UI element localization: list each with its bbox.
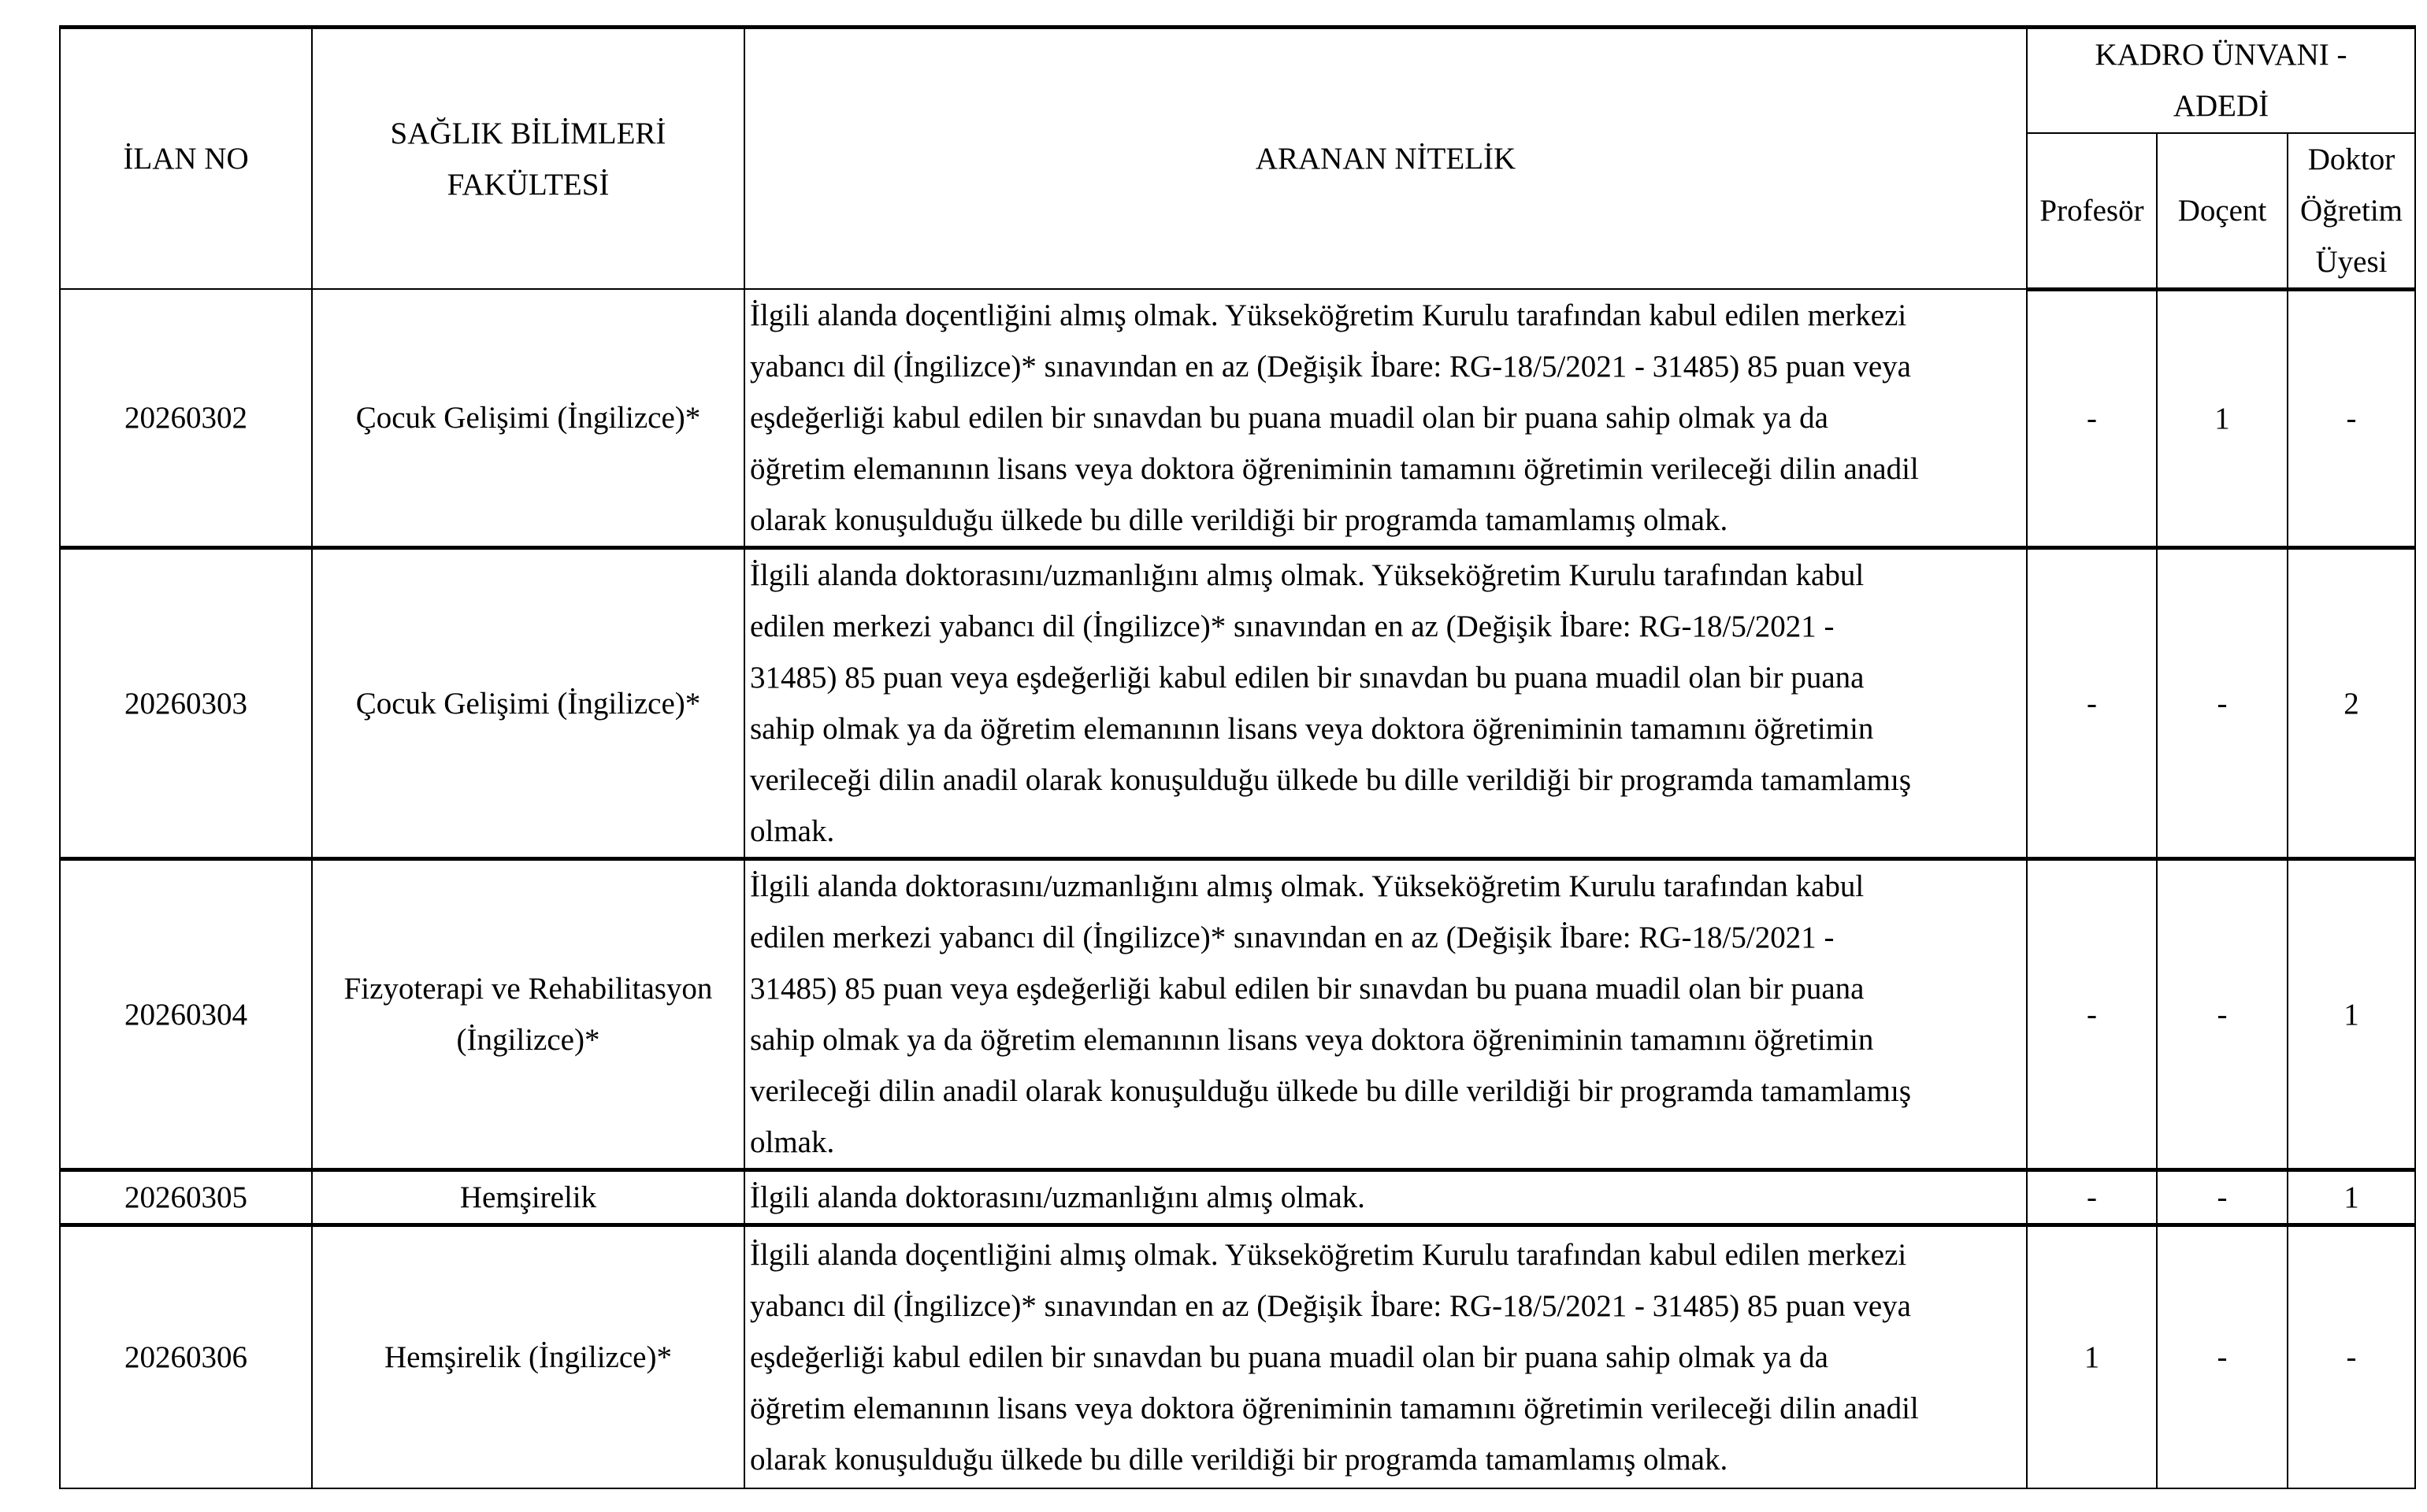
- docent-count: -: [2157, 548, 2288, 859]
- docent-count: -: [2157, 859, 2288, 1170]
- header-doktor-ogretim-uyesi: Doktor Öğretim Üyesi: [2288, 133, 2415, 290]
- description-line: eşdeğerliği kabul edilen bir sınavdan bu puana muadil olan bir puana sahip olmak ya da: [750, 1340, 1828, 1374]
- ilan-no-cell: 20260305: [60, 1170, 312, 1225]
- ilan-no-cell: 20260304: [60, 859, 312, 1170]
- header-ilan-no: İLAN NO: [60, 28, 312, 290]
- profesor-count: -: [2027, 859, 2157, 1170]
- program-line: Hemşirelik (İngilizce)*: [384, 1340, 672, 1374]
- aranan-nitelik-cell: [744, 1170, 2027, 1225]
- table-row: [60, 1225, 2415, 1488]
- description-line: sahip olmak ya da öğretim elemanının lisans veya doktora öğreniminin tamamını öğretimin: [750, 712, 1874, 746]
- header-faculty: SAĞLIK BİLİMLERİ FAKÜLTESİ: [312, 28, 744, 290]
- description-line: İlgili alanda doktorasını/uzmanlığını almış olmak.: [750, 1180, 1365, 1214]
- header-profesor: Profesör: [2027, 133, 2157, 290]
- program-cell: [312, 289, 744, 548]
- profesor-count: -: [2027, 289, 2157, 548]
- description-line: 31485) 85 puan veya eşdeğerliği kabul edilen bir sınavdan bu puana muadil olan bir puana: [750, 661, 1865, 695]
- description-line: öğretim elemanının lisans veya doktora öğreniminin tamamını öğretimin verileceği dilin anadil: [750, 1391, 1919, 1425]
- aranan-nitelik-cell: [744, 548, 2027, 859]
- description-line: sahip olmak ya da öğretim elemanının lisans veya doktora öğreniminin tamamını öğretimin: [750, 1023, 1874, 1057]
- program-line: Hemşirelik: [459, 1180, 597, 1214]
- header-aranan-nitelik: ARANAN NİTELİK: [744, 28, 2027, 290]
- description-line: edilen merkezi yabancı dil (İngilizce)* sınavından en az (Değişik İbare: RG-18/5/2021 -: [750, 610, 1835, 643]
- doktor-ogretim-uyesi-count: -: [2288, 1225, 2415, 1488]
- description-line: İlgili alanda doktorasını/uzmanlığını almış olmak. Yükseköğretim Kurulu tarafından kabul: [750, 558, 1865, 592]
- description-line: yabancı dil (İngilizce)* sınavından en az (Değişik İbare: RG-18/5/2021 - 31485) 85 puan veya: [750, 1288, 1911, 1323]
- header-docent: Doçent: [2157, 133, 2288, 290]
- program-cell: [312, 859, 744, 1170]
- description-line: edilen merkezi yabancı dil (İngilizce)* sınavından en az (Değişik İbare: RG-18/5/2021 -: [750, 921, 1835, 954]
- description-line: olarak konuşulduğu ülkede bu dille verildiği bir programda tamamlamış olmak.: [750, 1442, 1728, 1477]
- program-line: Çocuk Gelişimi (İngilizce)*: [355, 686, 701, 721]
- description-line: olmak.: [750, 814, 835, 848]
- description-line: İlgili alanda doçentliğini almış olmak. Yükseköğretim Kurulu tarafından kabul edilen merkezi: [750, 298, 1907, 332]
- doktor-ogretim-uyesi-count: 1: [2288, 859, 2415, 1170]
- table-row: [60, 289, 2415, 548]
- positions-table: [59, 25, 2416, 1489]
- ilan-no-cell: 20260302: [60, 289, 312, 548]
- program-line: Çocuk Gelişimi (İngilizce)*: [355, 401, 701, 435]
- doktor-ogretim-uyesi-count: 1: [2288, 1170, 2415, 1225]
- program-cell: [312, 1170, 744, 1225]
- ilan-no-cell: 20260306: [60, 1225, 312, 1488]
- description-line: eşdeğerliği kabul edilen bir sınavdan bu puana muadil olan bir puana sahip olmak ya da: [750, 401, 1828, 435]
- description-line: yabancı dil (İngilizce)* sınavından en az (Değişik İbare: RG-18/5/2021 - 31485) 85 puan veya: [750, 350, 1911, 384]
- table-row: [60, 1170, 2415, 1225]
- docent-count: -: [2157, 1225, 2288, 1488]
- docent-count: 1: [2157, 289, 2288, 548]
- header-kadro-unvani: KADRO ÜNVANI - ADEDİ: [2027, 28, 2415, 133]
- profesor-count: 1: [2027, 1225, 2157, 1488]
- aranan-nitelik-cell: [744, 289, 2027, 548]
- docent-count: -: [2157, 1170, 2288, 1225]
- table-row: [60, 859, 2415, 1170]
- aranan-nitelik-cell: [744, 859, 2027, 1170]
- ilan-no-cell: 20260303: [60, 548, 312, 859]
- table-row: [60, 548, 2415, 859]
- profesor-count: -: [2027, 548, 2157, 859]
- program-cell: [312, 548, 744, 859]
- description-line: 31485) 85 puan veya eşdeğerliği kabul edilen bir sınavdan bu puana muadil olan bir puana: [750, 972, 1865, 1006]
- program-cell: [312, 1225, 744, 1488]
- description-line: olarak konuşulduğu ülkede bu dille verildiği bir programda tamamlamış olmak.: [750, 503, 1728, 537]
- description-line: İlgili alanda doktorasını/uzmanlığını almış olmak. Yükseköğretim Kurulu tarafından kabul: [750, 869, 1865, 903]
- description-line: verileceği dilin anadil olarak konuşulduğu ülkede bu dille verildiği bir programda tamamlamış: [750, 1074, 1912, 1108]
- description-line: öğretim elemanının lisans veya doktora öğreniminin tamamını öğretimin verileceği dilin anadil: [750, 452, 1919, 486]
- description-line: olmak.: [750, 1125, 835, 1159]
- doktor-ogretim-uyesi-count: -: [2288, 289, 2415, 548]
- description-line: verileceği dilin anadil olarak konuşulduğu ülkede bu dille verildiği bir programda tamamlamış: [750, 763, 1912, 797]
- description-line: İlgili alanda doçentliğini almış olmak. Yükseköğretim Kurulu tarafından kabul edilen merkezi: [750, 1237, 1907, 1272]
- doktor-ogretim-uyesi-count: 2: [2288, 548, 2415, 859]
- program-line: (İngilizce)*: [456, 1023, 600, 1057]
- profesor-count: -: [2027, 1170, 2157, 1225]
- aranan-nitelik-cell: [744, 1225, 2027, 1488]
- program-line: Fizyoterapi ve Rehabilitasyon: [343, 972, 713, 1006]
